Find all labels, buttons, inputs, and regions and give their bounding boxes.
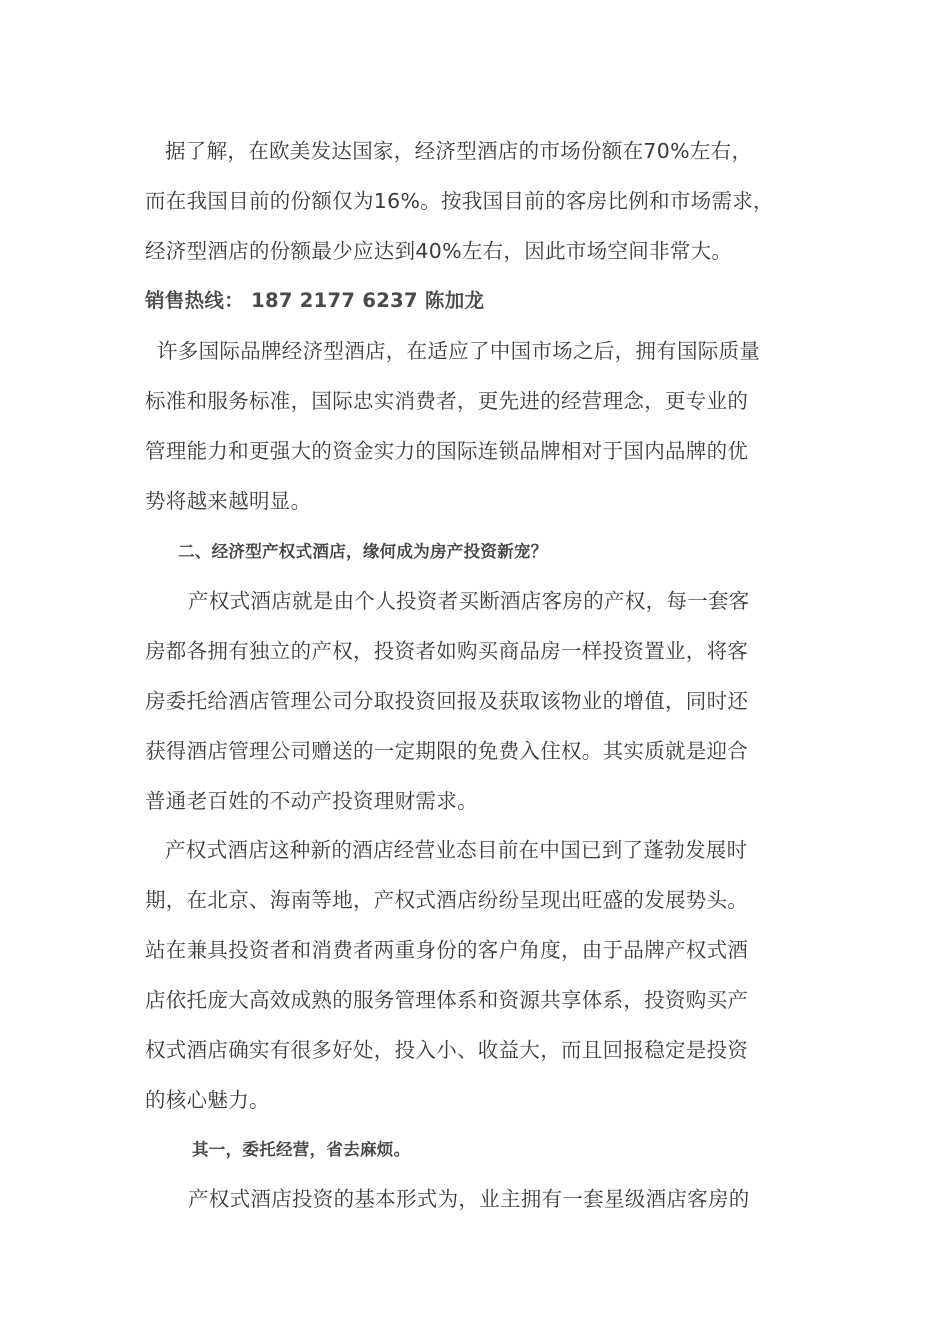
paragraph-4-line-4: 店依托庞大高效成熟的服务管理体系和资源共享体系，投资购买产	[145, 988, 749, 1012]
section-heading-3: 其一，委托经营，省去麻烦。	[192, 1140, 411, 1159]
paragraph-4-line-6: 的核心魅力。	[145, 1088, 270, 1112]
paragraph-1-line-3: 经济型酒店的份额最少应达到40%左右，因此市场空间非常大。	[145, 239, 733, 263]
paragraph-3-line-1: 产权式酒店就是由个人投资者买断酒店客房的产权，每一套客	[188, 589, 750, 613]
paragraph-4-line-3: 站在兼具投资者和消费者两重身份的客户角度，由于品牌产权式酒	[145, 938, 749, 962]
paragraph-3-line-4: 获得酒店管理公司赠送的一定期限的免费入住权。其实质就是迎合	[145, 739, 749, 763]
paragraph-1-line-2: 而在我国目前的份额仅为16%。按我国目前的客房比例和市场需求，	[145, 189, 774, 213]
paragraph-3-line-2: 房都各拥有独立的产权，投资者如购买商品房一样投资置业，将客	[145, 639, 749, 663]
paragraph-4-line-2: 期，在北京、海南等地，产权式酒店纷纷呈现出旺盛的发展势头。	[145, 888, 749, 912]
paragraph-2-line-3: 管理能力和更强大的资金实力的国际连锁品牌相对于国内品牌的优	[145, 439, 749, 463]
paragraph-5-line-1: 产权式酒店投资的基本形式为，业主拥有一套星级酒店客房的	[188, 1187, 750, 1211]
paragraph-2-line-1: 许多国际品牌经济型酒店，在适应了中国市场之后，拥有国际质量	[157, 339, 761, 363]
sales-hotline: 销售热线： 187 2177 6237 陈加龙	[145, 289, 485, 312]
paragraph-1-line-1: 据了解，在欧美发达国家，经济型酒店的市场份额在70%左右，	[165, 139, 753, 163]
paragraph-4-line-1: 产权式酒店这种新的酒店经营业态目前在中国已到了蓬勃发展时	[165, 838, 748, 862]
paragraph-2-line-4: 势将越来越明显。	[145, 489, 312, 513]
section-heading-2: 二、经济型产权式酒店，缘何成为房产投资新宠？	[178, 542, 548, 561]
paragraph-3-line-5: 普通老百姓的不动产投资理财需求。	[145, 789, 478, 813]
paragraph-3-line-3: 房委托给酒店管理公司分取投资回报及获取该物业的增值，同时还	[145, 689, 749, 713]
paragraph-2-line-2: 标准和服务标准，国际忠实消费者，更先进的经营理念，更专业的	[145, 389, 749, 413]
paragraph-4-line-5: 权式酒店确实有很多好处，投入小、收益大，而且回报稳定是投资	[145, 1038, 749, 1062]
